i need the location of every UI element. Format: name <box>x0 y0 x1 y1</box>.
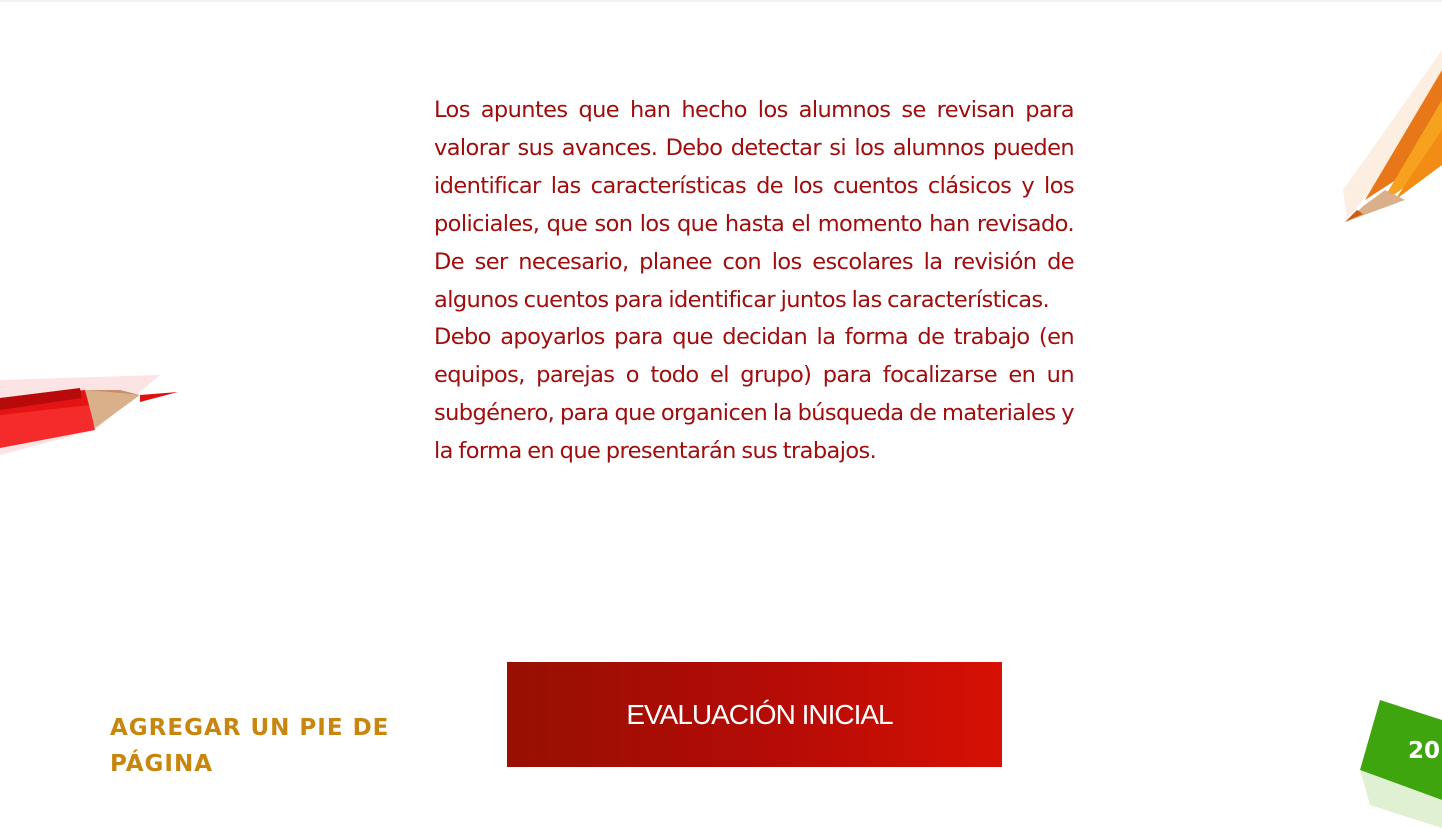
orange-pencil-icon <box>1335 40 1442 230</box>
red-pencil-icon <box>0 370 185 465</box>
footer-placeholder[interactable] <box>110 710 410 782</box>
body-paragraph: Los apuntes que han hecho los alumnos se revisan para valorar sus avances. Debo detectar si los alumnos pueden identificar las características de los cuentos clásicos y los policiales, que son los que hasta el momento han revisado. De ser necesario, planee con los escolares la revisión de algunos cuentos para identificar juntos las características. <box>434 97 1074 313</box>
footer-line: PÁGINA <box>110 751 214 777</box>
slide-title: EVALUACIÓN INICIAL <box>626 698 893 730</box>
body-text <box>434 92 1074 471</box>
page-number: 20 <box>1408 738 1441 764</box>
body-paragraph: Debo apoyarlos para que decidan la forma de trabajo (en equipos, parejas o todo el grupo) para focalizarse en un subgénero, para que organicen la búsqueda de materiales y la forma en que presentarán sus trabajos. <box>434 324 1074 465</box>
top-divider <box>0 0 1442 2</box>
title-banner <box>507 662 1002 767</box>
footer-line: AGREGAR UN PIE DE <box>110 715 390 741</box>
